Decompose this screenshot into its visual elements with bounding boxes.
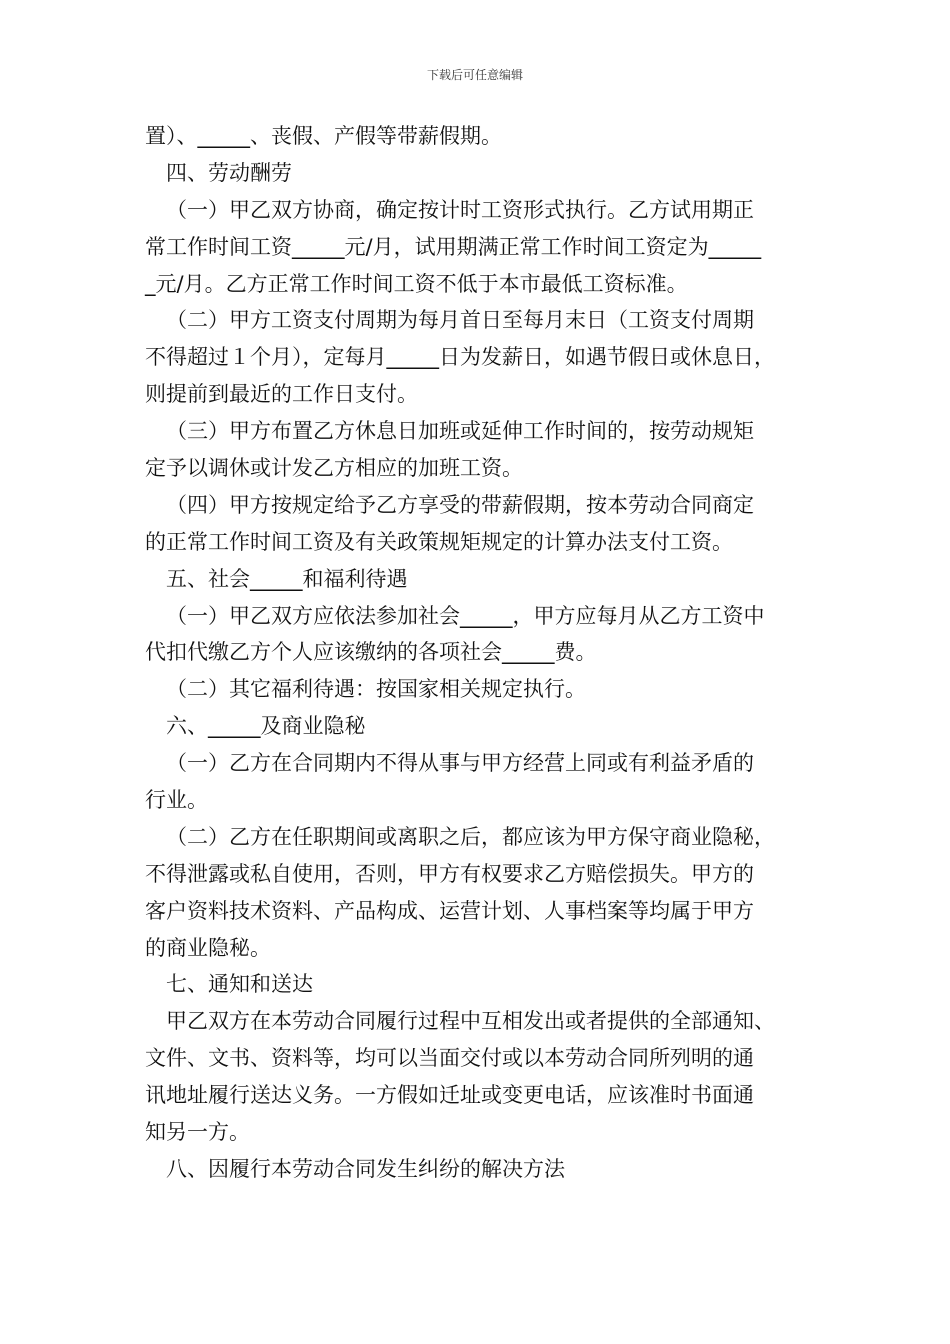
text-line: _元/月。乙方正常工作时间工资不低于本市最低工资标准。 — [145, 271, 688, 296]
text-line: 置）、_____、丧假、产假等带薪假期。 — [145, 124, 502, 148]
text-line: 四、劳动酬劳 — [166, 160, 292, 185]
text-line: 的商业隐秘。 — [145, 935, 271, 960]
document-body — [145, 118, 815, 1188]
text-line: 的正常工作时间工资及有关政策规矩规定的计算办法支付工资。 — [145, 529, 733, 554]
text-line: （一）甲乙双方应依法参加社会_____，甲方应每月从乙方工资中 — [166, 603, 765, 628]
text-line: （四）甲方按规定给予乙方享受的带薪假期，按本劳动合同商定 — [166, 492, 754, 517]
text-line: 不得泄露或私自使用，否则，甲方有权要求乙方赔偿损失。甲方的 — [145, 861, 754, 886]
text-line: 不得超过１个月），定每月_____日为发薪日，如遇节假日或休息日， — [145, 345, 775, 370]
text-line: 讯地址履行送达义务。一方假如迁址或变更电话，应该准时书面通 — [145, 1083, 754, 1108]
page-header: 下载后可任意编辑 — [426, 68, 523, 82]
text-line: （一）甲乙双方协商，确定按计时工资形式执行。乙方试用期正 — [166, 197, 754, 222]
text-line: 常工作时间工资_____元/月，试用期满正常工作时间工资定为_____ — [145, 234, 762, 259]
text-line: 知另一方。 — [145, 1120, 250, 1145]
text-line: 客户资料技术资料、产品构成、运营计划、人事档案等均属于甲方 — [145, 898, 754, 923]
text-line: 文件、文书、资料等，均可以当面交付或以本劳动合同所列明的通 — [145, 1046, 754, 1071]
text-line: 行业。 — [145, 788, 208, 813]
text-line: （二）其它福利待遇：按国家相关规定执行。 — [166, 677, 586, 702]
text-line: 七、通知和送达 — [166, 972, 313, 997]
text-line: 八、因履行本劳动合同发生纠纷的解决方法 — [166, 1156, 565, 1181]
text-line: （二）甲方工资支付周期为每月首日至每月末日（工资支付周期 — [166, 308, 754, 333]
text-line: 定予以调休或计发乙方相应的加班工资。 — [145, 456, 523, 481]
text-line: （二）乙方在任职期间或离职之后，都应该为甲方保守商业隐秘， — [166, 824, 775, 849]
text-line: 甲乙双方在本劳动合同履行过程中互相发出或者提供的全部通知、 — [166, 1009, 775, 1034]
text-line: 代扣代缴乙方个人应该缴纳的各项社会_____费。 — [145, 640, 597, 665]
text-line: （一）乙方在合同期内不得从事与甲方经营上同或有利益矛盾的 — [166, 751, 754, 776]
text-line: 六、_____及商业隐秘 — [166, 714, 366, 739]
text-line: 五、社会_____和福利待遇 — [166, 566, 408, 591]
text-line: （三）甲方布置乙方休息日加班或延伸工作时间的，按劳动规矩 — [166, 419, 754, 444]
text-line: 则提前到最近的工作日支付。 — [145, 382, 418, 407]
